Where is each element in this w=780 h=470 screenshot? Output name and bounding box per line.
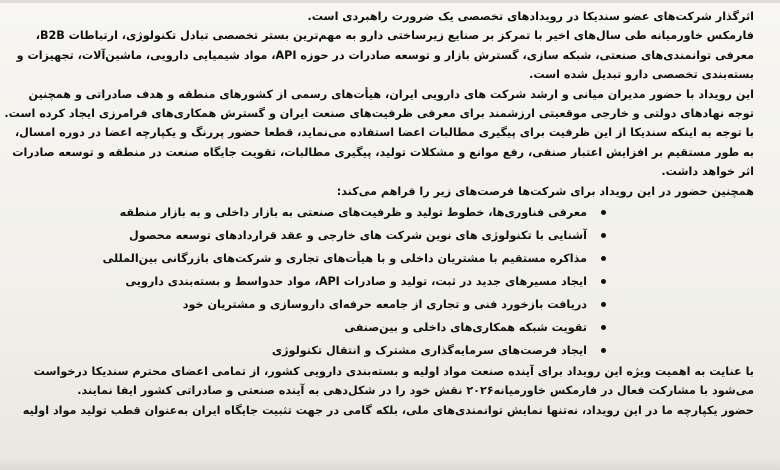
- bullet-icon: [601, 279, 606, 284]
- text-line: بسته‌بندی تخصصی دارو تبدیل شده است.: [529, 68, 754, 82]
- bullet-icon: [601, 325, 606, 330]
- text-line: اثرگذار شرکت‌های عضو سندیکا در رویدادهای تخصصی یک ضرورت راهبردی است.: [307, 10, 754, 23]
- paragraph-event-value: [4, 85, 754, 182]
- list-item-text: آشنایی با تکنولوژی های نوین شرکت های خارجی و عقد قراردادهای توسعه محصول: [128, 228, 587, 242]
- text-line: به طور مستقیم بر افزایش اعتبار صنفی، رفع موانع و مشکلات تولید، پیگیری مطالبات، تقویت جایگاه صنعت در منطقه و توسعه صادرات: [12, 145, 754, 159]
- bullet-icon: [601, 210, 606, 215]
- text-line: با توجه به اینکه سندیکا از این ظرفیت برای پیگیری مطالبات اعضا استفاده می‌نماید، قطعا حضور پررنگ و یکپارچه اعضا در دوره امسال،: [14, 126, 754, 140]
- list-item-text: تقویت شبکه همکاری‌های داخلی و بین‌صنفی: [344, 320, 587, 334]
- list-item-text: دریافت بازخورد فنی و تجاری از جامعه حرفه‌ای داروسازی و مشتریان خود: [182, 297, 587, 311]
- list-item: [38, 339, 754, 362]
- list-item: [38, 247, 754, 270]
- text-line: اثر خواهد داشت.: [661, 165, 754, 179]
- list-item: [38, 293, 754, 316]
- list-item-text: ایجاد فرصت‌های سرمایه‌گذاری مشترک و انتقال تکنولوژی: [271, 343, 587, 357]
- text-line: می‌شود با مشارکت فعال در فارمکس خاورمیانه۲۰۲۶ نقش خود را در شکل‌دهی به آینده صنعتی و صادراتی کشور ایفا نمایند.: [77, 384, 754, 398]
- bullet-icon: [601, 233, 606, 238]
- paragraph-pharmex-overview: [16, 26, 754, 84]
- list-item: [38, 224, 754, 247]
- bullet-icon: [601, 302, 606, 307]
- text-line: فارمکس خاورمیانه طی سال‌های اخیر با تمرکز بر صنایع زیرساختی دارو به مهم‌ترین بستر تخصصی تبادل تکنولوژی، ارتباطات B2B،: [35, 29, 754, 43]
- list-item: [38, 201, 754, 224]
- text-line: معرفی توانمندی‌های صنعتی، شبکه سازی، گسترش بازار و توسعه صادرات در حوزه API، مواد شیمیایی دارویی، ماشین‌آلات، تجهیزات و: [16, 48, 754, 62]
- text-line: همچنین حضور در این رویداد برای شرکت‌ها فرصت‌های زیر را فراهم می‌کند:: [336, 184, 754, 198]
- text-line: توجه نهادهای دولتی و خارجی موقعیتی ارزشمند برای معرفی ظرفیت‌های صنعت ایران و گسترش همکاری‌های فرامرزی ایجاد کرده است.: [4, 106, 754, 120]
- text-line: حضور یکپارچه ما در این رویداد، نه‌تنها نمایش توانمندی‌های ملی، بلکه گامی در جهت تثبیت جایگاه ایران به‌عنوان قطب تولید مواد اولیه: [22, 403, 754, 417]
- list-item: [38, 316, 754, 339]
- list-item-text: مذاکره مستقیم با مشتریان داخلی و با هیأت‌های تجاری و شرکت‌های بازرگانی بین‌المللی: [102, 251, 587, 265]
- paragraph-closing-request: [22, 362, 754, 420]
- opportunities-list: [38, 201, 754, 362]
- list-item-text: ایجاد مسیرهای جدید در ثبت، تولید و صادرات API، مواد حدواسط و بسته‌بندی دارویی: [125, 274, 587, 288]
- paragraph-intro: [38, 7, 754, 26]
- paragraph-opportunities-intro: [38, 182, 754, 201]
- bullet-icon: [601, 348, 606, 353]
- text-line: با عنایت به اهمیت ویژه این رویداد برای آینده صنعت مواد اولیه و بسته‌بندی دارویی کشور، از تمامی اعضای محترم سندیکا درخواست: [33, 364, 754, 378]
- text-line: این رویداد با حضور مدیران میانی و ارشد شرکت های دارویی ایران، هیأت‌های رسمی از کشورهای منطقه و هدف صادراتی و همچنین: [28, 87, 754, 101]
- page-edge: [0, 0, 780, 3]
- list-item-text: معرفی فناوری‌ها، خطوط تولید و ظرفیت‌های صنعتی به بازار داخلی و به بازار منطقه: [119, 205, 587, 219]
- list-item: [38, 270, 754, 293]
- document-body: [4, 7, 754, 420]
- page-shadow: [0, 458, 780, 470]
- bullet-icon: [601, 256, 606, 261]
